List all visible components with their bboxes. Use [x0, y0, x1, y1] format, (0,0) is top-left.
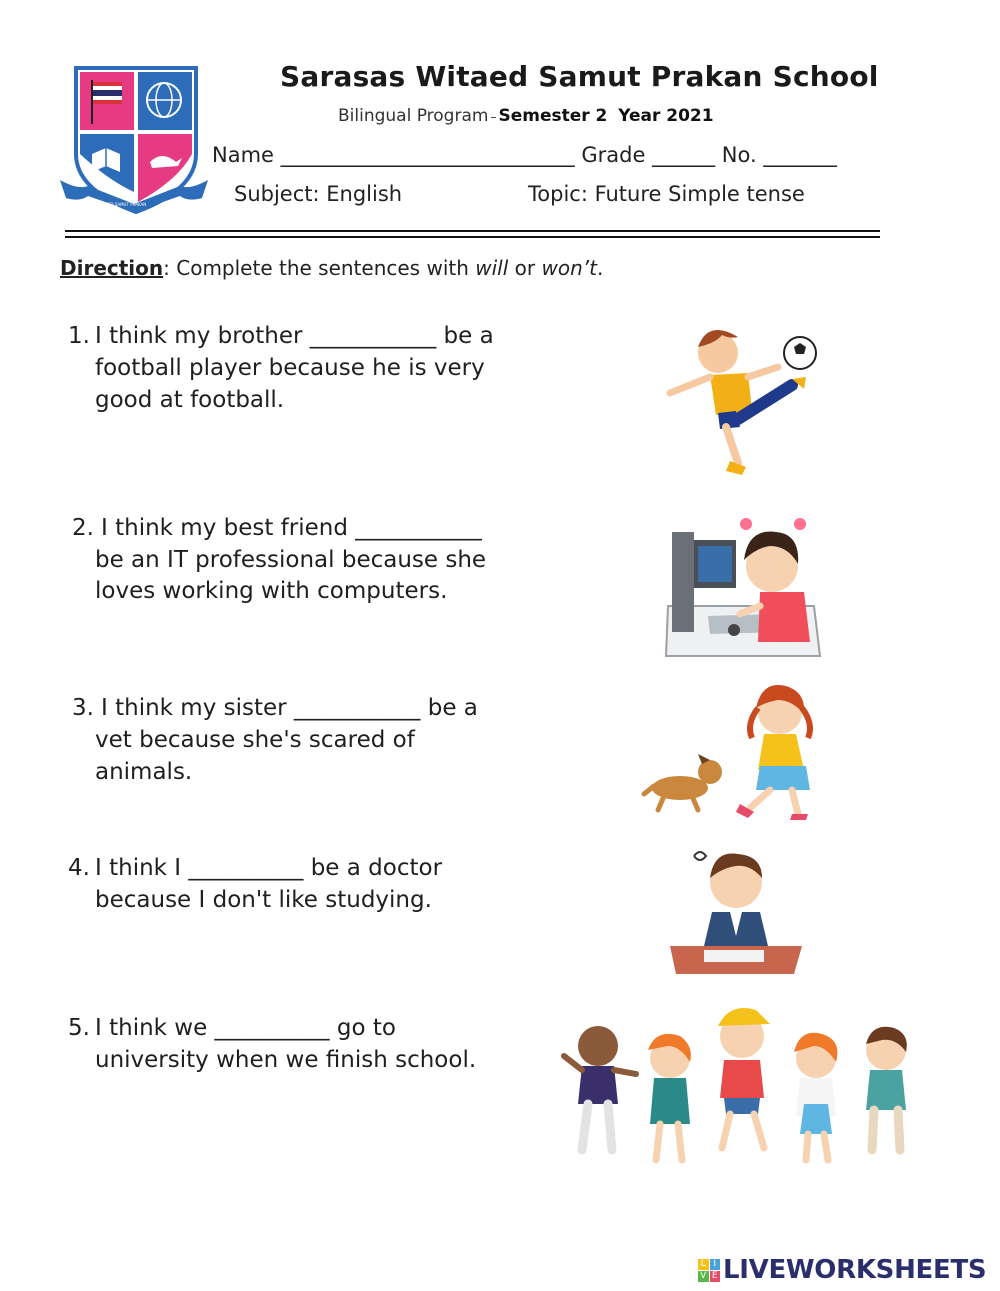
- badge-letter: L: [698, 1259, 709, 1270]
- question-3: [0, 692, 600, 792]
- brand-text: LIVEWORKSHEETS: [723, 1255, 987, 1285]
- direction-instruction: : Complete the sentences with: [163, 256, 476, 280]
- header-divider-top: [65, 230, 880, 232]
- boy-football-illustration: [660, 315, 820, 480]
- question-line: vet because she's scared of: [95, 727, 415, 753]
- question-2: [0, 512, 600, 612]
- header-divider-bottom: [65, 236, 880, 238]
- question-line[interactable]: I think my best friend ___________: [101, 515, 482, 541]
- year-label: Year 2021: [618, 106, 714, 126]
- question-line[interactable]: I think we __________ go to: [95, 1015, 396, 1041]
- school-title: Sarasas Witaed Samut Prakan School: [280, 60, 879, 93]
- semester-label: Semester 2: [498, 106, 608, 126]
- question-5: [0, 1012, 560, 1082]
- no-blank[interactable]: _______: [763, 143, 837, 167]
- badge-letter: V: [698, 1271, 709, 1282]
- boy-desk-illustration: [664, 842, 809, 977]
- question-number: 2.: [72, 515, 94, 541]
- question-line: animals.: [95, 759, 193, 785]
- topic-label: Topic: Future Simple tense: [528, 182, 805, 206]
- logo-banner-text: SARASAS WITAED SAMUT PRAKAN: [78, 202, 147, 207]
- program-label: Bilingual Program: [338, 106, 489, 126]
- question-line[interactable]: I think my sister ___________ be a: [101, 695, 478, 721]
- direction-word-wont: won’t: [541, 256, 597, 280]
- no-label: No.: [721, 143, 757, 167]
- brand-badge-icon: [698, 1259, 720, 1281]
- question-line: loves working with computers.: [95, 578, 448, 604]
- question-line: be an IT professional because she: [95, 547, 487, 573]
- question-line: university when we finish school.: [95, 1047, 477, 1073]
- question-number: 1.: [68, 323, 90, 349]
- direction-or: or: [508, 256, 542, 280]
- girl-dog-illustration: [640, 678, 845, 823]
- grade-label: Grade: [581, 143, 646, 167]
- subject-label: Subject: English: [234, 182, 403, 206]
- question-number: 3.: [72, 695, 94, 721]
- question-number: 4.: [68, 855, 90, 881]
- question-line[interactable]: I think my brother ___________ be a: [95, 323, 494, 349]
- girl-computer-illustration: [664, 510, 824, 660]
- name-blank[interactable]: ____________________________: [280, 143, 575, 167]
- question-line: football player because he is very: [95, 355, 485, 381]
- program-line: Bilingual Program – Semester 2 Year 2021: [338, 106, 714, 126]
- direction-label: Direction: [60, 256, 164, 280]
- school-logo: [58, 62, 210, 218]
- children-jumping-illustration: [560, 1000, 925, 1170]
- question-line[interactable]: I think I __________ be a doctor: [95, 855, 443, 881]
- question-line: good at football.: [95, 387, 285, 413]
- direction-text: [60, 256, 603, 280]
- question-number: 5.: [68, 1015, 90, 1041]
- badge-letter: I: [710, 1259, 721, 1270]
- question-4: [0, 852, 600, 922]
- name-label: Name: [212, 143, 274, 167]
- question-line: because I don't like studying.: [95, 887, 432, 913]
- badge-letter: E: [710, 1271, 721, 1282]
- grade-blank[interactable]: ______: [652, 143, 716, 167]
- liveworksheets-logo[interactable]: [698, 1252, 986, 1288]
- student-info-line: [212, 143, 837, 167]
- direction-word-will: will: [475, 256, 509, 280]
- question-1: [0, 320, 600, 420]
- direction-end: .: [596, 256, 604, 280]
